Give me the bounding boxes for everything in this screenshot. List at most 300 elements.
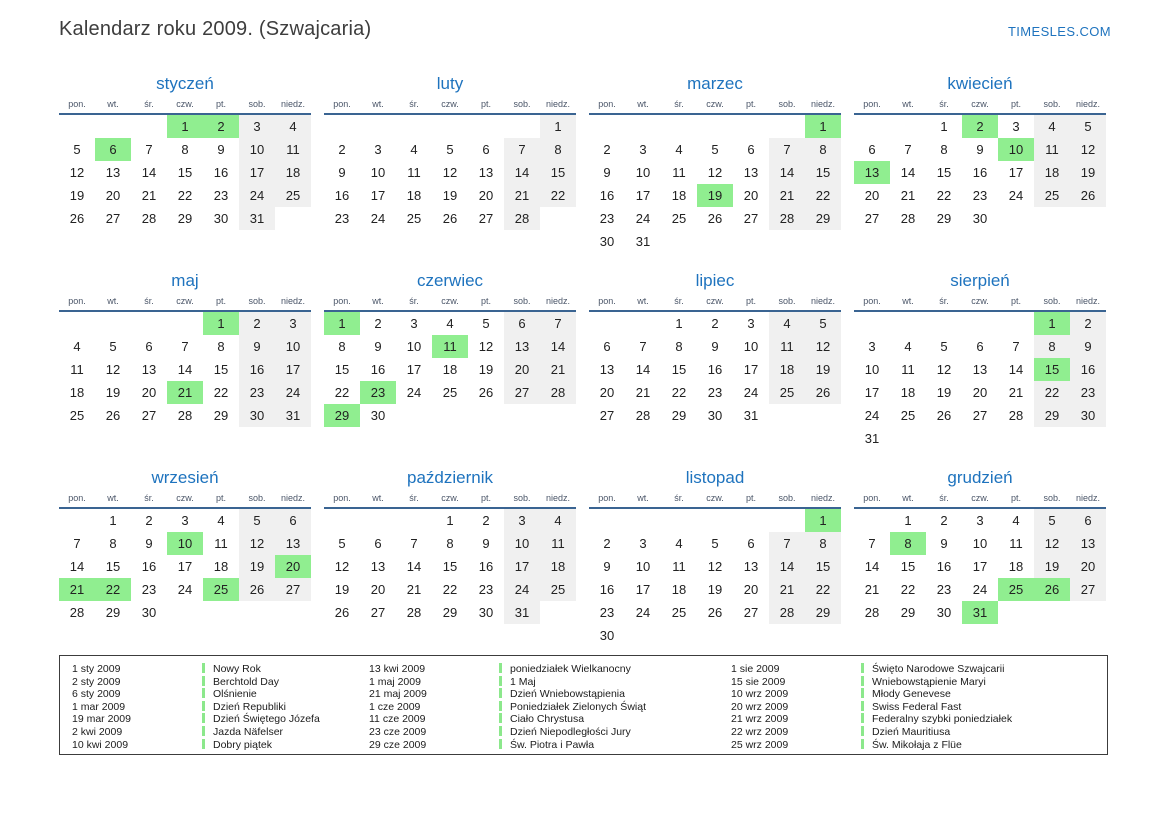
- legend-holiday-name: Święto Narodowe Szwajcarii: [861, 663, 1107, 676]
- weekday-header: wt.: [890, 493, 926, 508]
- holiday-day-cell: 1: [1034, 311, 1070, 335]
- holiday-day-cell: 25: [203, 578, 239, 601]
- holiday-day-cell: 10: [998, 138, 1034, 161]
- holiday-day-cell: 2: [962, 114, 998, 138]
- legend-holiday-name: Poniedziałek Zielonych Świąt: [499, 701, 731, 714]
- day-cell: 5: [711, 142, 719, 157]
- day-cell: 8: [805, 138, 841, 161]
- weekday-header: śr.: [131, 99, 167, 114]
- empty-day-cell: [890, 114, 926, 138]
- day-cell: 22: [936, 188, 952, 203]
- weekday-header: pt.: [203, 296, 239, 311]
- weekday-header: sob.: [769, 493, 805, 508]
- empty-day-cell: [697, 508, 733, 532]
- empty-day-cell: [854, 311, 890, 335]
- day-cell: 8: [805, 532, 841, 555]
- day-cell: 17: [370, 188, 386, 203]
- day-cell: 2: [338, 142, 346, 157]
- day-cell: 23: [239, 381, 275, 404]
- day-cell: 2: [239, 311, 275, 335]
- day-cell: 19: [334, 582, 350, 597]
- weekday-header: śr.: [926, 493, 962, 508]
- day-cell: 30: [707, 408, 723, 423]
- day-cell: 13: [743, 165, 759, 180]
- day-cell: 28: [635, 408, 651, 423]
- weekday-header: pt.: [733, 493, 769, 508]
- day-cell: 9: [482, 536, 490, 551]
- empty-day-cell: [504, 404, 540, 427]
- day-cell: 30: [141, 605, 157, 620]
- day-cell: 12: [936, 362, 952, 377]
- day-cell: 22: [671, 385, 687, 400]
- day-cell: 11: [407, 165, 421, 180]
- empty-day-cell: [275, 601, 311, 624]
- day-cell: 3: [639, 142, 647, 157]
- weekday-header: wt.: [360, 493, 396, 508]
- weekday-header: śr.: [926, 99, 962, 114]
- day-cell: 30: [972, 211, 988, 226]
- day-cell: 21: [540, 358, 576, 381]
- empty-day-cell: [805, 624, 841, 647]
- day-cell: 23: [972, 188, 988, 203]
- day-cell: 17: [972, 559, 988, 574]
- day-cell: 26: [239, 578, 275, 601]
- day-cell: 28: [141, 211, 157, 226]
- day-cell: 15: [105, 559, 121, 574]
- day-cell: 2: [603, 142, 611, 157]
- day-cell: 31: [275, 404, 311, 427]
- weekday-header: śr.: [396, 493, 432, 508]
- empty-day-cell: [733, 114, 769, 138]
- day-cell: 18: [900, 385, 916, 400]
- day-cell: 12: [1034, 532, 1070, 555]
- day-cell: 17: [743, 362, 759, 377]
- day-cell: 7: [868, 536, 876, 551]
- legend-date: 1 maj 2009: [369, 675, 421, 688]
- day-cell: 24: [275, 381, 311, 404]
- weekday-header: pt.: [468, 99, 504, 114]
- legend-holiday-name: poniedziałek Wielkanocny: [499, 663, 731, 676]
- day-cell: 13: [105, 165, 121, 180]
- day-cell: 29: [805, 601, 841, 624]
- weekday-header: sob.: [504, 99, 540, 114]
- site-link[interactable]: TIMESLES.COM: [1007, 24, 1111, 39]
- weekday-header: czw.: [962, 493, 998, 508]
- month-1: [59, 73, 311, 259]
- day-cell: 18: [213, 559, 229, 574]
- legend-date: 22 wrz 2009: [731, 725, 789, 738]
- weekday-header: niedz.: [1070, 99, 1106, 114]
- empty-day-cell: [59, 508, 95, 532]
- weekday-header: pt.: [468, 296, 504, 311]
- holiday-day-cell: 6: [95, 138, 131, 161]
- day-cell: 6: [275, 508, 311, 532]
- day-cell: 25: [900, 408, 916, 423]
- day-cell: 25: [442, 385, 458, 400]
- day-cell: 7: [181, 339, 189, 354]
- weekday-header: wt.: [625, 99, 661, 114]
- weekday-header: pt.: [998, 99, 1034, 114]
- weekday-header: czw.: [167, 296, 203, 311]
- weekday-header: wt.: [625, 296, 661, 311]
- day-cell: 8: [181, 142, 189, 157]
- day-cell: 14: [69, 559, 85, 574]
- day-cell: 11: [1034, 138, 1070, 161]
- day-cell: 22: [213, 385, 229, 400]
- month-table: [324, 99, 576, 230]
- day-cell: 21: [1008, 385, 1024, 400]
- legend-holiday-name: Młody Genevese: [861, 688, 1107, 701]
- holiday-day-cell: 19: [697, 184, 733, 207]
- day-cell: 30: [1070, 404, 1106, 427]
- holiday-day-cell: 2: [203, 114, 239, 138]
- day-cell: 28: [540, 381, 576, 404]
- weekday-header: niedz.: [540, 296, 576, 311]
- day-cell: 23: [936, 582, 952, 597]
- empty-day-cell: [1034, 601, 1070, 624]
- month-table: [59, 493, 311, 624]
- empty-day-cell: [697, 624, 733, 647]
- month-2: [324, 73, 576, 259]
- weekday-header: pon.: [324, 493, 360, 508]
- day-cell: 4: [675, 536, 683, 551]
- day-cell: 23: [707, 385, 723, 400]
- month-7: [589, 270, 841, 456]
- day-cell: 14: [177, 362, 193, 377]
- day-cell: 11: [275, 138, 311, 161]
- day-cell: 17: [177, 559, 193, 574]
- empty-day-cell: [1070, 427, 1106, 450]
- holiday-day-cell: 15: [1034, 358, 1070, 381]
- day-cell: 23: [1070, 381, 1106, 404]
- day-cell: 7: [73, 536, 81, 551]
- day-cell: 27: [972, 408, 988, 423]
- weekday-header: śr.: [661, 296, 697, 311]
- month-title: kwiecień: [947, 74, 1013, 93]
- empty-day-cell: [998, 207, 1034, 230]
- empty-day-cell: [95, 311, 131, 335]
- day-cell: 22: [900, 582, 916, 597]
- day-cell: 15: [213, 362, 229, 377]
- day-cell: 29: [105, 605, 121, 620]
- day-cell: 29: [936, 211, 952, 226]
- empty-day-cell: [890, 311, 926, 335]
- day-cell: 7: [1012, 339, 1020, 354]
- holiday-day-cell: 1: [805, 114, 841, 138]
- holiday-day-cell: 25: [998, 578, 1034, 601]
- day-cell: 6: [747, 536, 755, 551]
- day-cell: 15: [540, 161, 576, 184]
- day-cell: 23: [334, 211, 350, 226]
- day-cell: 15: [334, 362, 350, 377]
- day-cell: 10: [972, 536, 988, 551]
- empty-day-cell: [733, 230, 769, 253]
- day-cell: 26: [105, 408, 121, 423]
- day-cell: 26: [707, 211, 723, 226]
- legend-holiday-name: Dzień Świętego Józefa: [202, 713, 369, 726]
- day-cell: 19: [442, 188, 458, 203]
- day-cell: 2: [1070, 311, 1106, 335]
- weekday-header: pt.: [203, 493, 239, 508]
- empty-day-cell: [1070, 207, 1106, 230]
- day-cell: 5: [482, 316, 490, 331]
- legend-date: 2 kwi 2009: [72, 725, 123, 738]
- empty-day-cell: [625, 311, 661, 335]
- day-cell: 3: [639, 536, 647, 551]
- day-cell: 19: [707, 582, 723, 597]
- day-cell: 6: [747, 142, 755, 157]
- day-cell: 6: [603, 339, 611, 354]
- legend-date: 6 sty 2009: [72, 688, 121, 701]
- day-cell: 31: [504, 601, 540, 624]
- day-cell: 28: [900, 211, 916, 226]
- empty-day-cell: [95, 114, 131, 138]
- day-cell: 30: [599, 628, 615, 643]
- day-cell: 27: [275, 578, 311, 601]
- day-cell: 13: [478, 165, 494, 180]
- day-cell: 4: [769, 311, 805, 335]
- day-cell: 22: [177, 188, 193, 203]
- day-cell: 3: [868, 339, 876, 354]
- day-cell: 3: [504, 508, 540, 532]
- day-cell: 28: [69, 605, 85, 620]
- weekday-header: wt.: [360, 296, 396, 311]
- day-cell: 11: [540, 532, 576, 555]
- weekday-header: czw.: [962, 296, 998, 311]
- legend-date: 1 cze 2009: [369, 700, 421, 713]
- empty-day-cell: [661, 508, 697, 532]
- day-cell: 7: [410, 536, 418, 551]
- day-cell: 4: [217, 513, 225, 528]
- day-cell: 30: [599, 234, 615, 249]
- day-cell: 23: [478, 582, 494, 597]
- weekday-header: pon.: [854, 296, 890, 311]
- day-cell: 27: [599, 408, 615, 423]
- day-cell: 2: [374, 316, 382, 331]
- legend-date: 2 sty 2009: [72, 675, 121, 688]
- day-cell: 19: [1034, 555, 1070, 578]
- day-cell: 23: [141, 582, 157, 597]
- day-cell: 15: [671, 362, 687, 377]
- weekday-header: śr.: [396, 99, 432, 114]
- weekday-header: śr.: [661, 493, 697, 508]
- weekday-header: wt.: [95, 493, 131, 508]
- day-cell: 16: [213, 165, 229, 180]
- day-cell: 5: [711, 536, 719, 551]
- day-cell: 23: [213, 188, 229, 203]
- month-table: [589, 493, 841, 647]
- day-cell: 5: [338, 536, 346, 551]
- holiday-day-cell: 22: [95, 578, 131, 601]
- day-cell: 31: [743, 408, 759, 423]
- empty-day-cell: [589, 114, 625, 138]
- day-cell: 4: [275, 114, 311, 138]
- weekday-header: niedz.: [805, 493, 841, 508]
- empty-day-cell: [360, 114, 396, 138]
- month-9: [59, 467, 311, 653]
- day-cell: 4: [446, 316, 454, 331]
- holiday-day-cell: 8: [890, 532, 926, 555]
- weekday-header: pon.: [324, 296, 360, 311]
- day-cell: 27: [1070, 578, 1106, 601]
- day-cell: 21: [769, 578, 805, 601]
- day-cell: 12: [334, 559, 350, 574]
- month-title: październik: [407, 468, 493, 487]
- day-cell: 18: [69, 385, 85, 400]
- day-cell: 22: [442, 582, 458, 597]
- page-title: Kalendarz roku 2009. (Szwajcaria): [59, 18, 372, 40]
- day-cell: 20: [864, 188, 880, 203]
- empty-day-cell: [962, 427, 998, 450]
- empty-day-cell: [769, 404, 805, 427]
- weekday-header: niedz.: [275, 296, 311, 311]
- weekday-header: sob.: [504, 493, 540, 508]
- day-cell: 10: [635, 165, 651, 180]
- day-cell: 21: [864, 582, 880, 597]
- day-cell: 2: [711, 316, 719, 331]
- legend-holiday-name: Olśnienie: [202, 688, 369, 701]
- day-cell: 11: [214, 536, 228, 551]
- day-cell: 16: [478, 559, 494, 574]
- weekday-header: sob.: [504, 296, 540, 311]
- day-cell: 8: [940, 142, 948, 157]
- day-cell: 24: [239, 184, 275, 207]
- day-cell: 30: [478, 605, 494, 620]
- day-cell: 24: [972, 582, 988, 597]
- empty-day-cell: [998, 601, 1034, 624]
- legend-date: 25 wrz 2009: [731, 738, 789, 751]
- empty-day-cell: [432, 404, 468, 427]
- day-cell: 15: [900, 559, 916, 574]
- day-cell: 3: [181, 513, 189, 528]
- day-cell: 9: [976, 142, 984, 157]
- day-cell: 16: [707, 362, 723, 377]
- day-cell: 5: [109, 339, 117, 354]
- empty-day-cell: [1070, 601, 1106, 624]
- day-cell: 24: [635, 211, 651, 226]
- day-cell: 10: [370, 165, 386, 180]
- weekday-header: pon.: [59, 99, 95, 114]
- holiday-day-cell: 1: [805, 508, 841, 532]
- weekday-header: pon.: [59, 296, 95, 311]
- day-cell: 7: [769, 532, 805, 555]
- day-cell: 13: [504, 335, 540, 358]
- weekday-header: niedz.: [1070, 296, 1106, 311]
- day-cell: 24: [504, 578, 540, 601]
- weekday-header: pon.: [589, 99, 625, 114]
- day-cell: 10: [743, 339, 759, 354]
- empty-day-cell: [59, 311, 95, 335]
- day-cell: 8: [217, 339, 225, 354]
- weekday-header: wt.: [95, 296, 131, 311]
- day-cell: 12: [1070, 138, 1106, 161]
- legend-holiday-name: Dzień Republiki: [202, 701, 369, 714]
- weekday-header: niedz.: [540, 493, 576, 508]
- empty-day-cell: [167, 311, 203, 335]
- legend-holiday-name: Jazda Näfelser: [202, 726, 369, 739]
- empty-day-cell: [468, 114, 504, 138]
- weekday-header: sob.: [769, 99, 805, 114]
- day-cell: 4: [675, 142, 683, 157]
- day-cell: 9: [217, 142, 225, 157]
- empty-day-cell: [324, 508, 360, 532]
- day-cell: 10: [864, 362, 880, 377]
- day-cell: 10: [635, 559, 651, 574]
- month-table: [589, 296, 841, 427]
- day-cell: 6: [374, 536, 382, 551]
- weekday-header: czw.: [432, 296, 468, 311]
- day-cell: 5: [805, 311, 841, 335]
- weekday-header: pon.: [589, 296, 625, 311]
- empty-day-cell: [661, 624, 697, 647]
- day-cell: 27: [504, 381, 540, 404]
- weekday-header: pon.: [589, 493, 625, 508]
- day-cell: 8: [1034, 335, 1070, 358]
- day-cell: 20: [141, 385, 157, 400]
- day-cell: 25: [275, 184, 311, 207]
- day-cell: 25: [69, 408, 85, 423]
- day-cell: 26: [936, 408, 952, 423]
- weekday-header: wt.: [360, 99, 396, 114]
- day-cell: 6: [976, 339, 984, 354]
- day-cell: 25: [1034, 184, 1070, 207]
- empty-day-cell: [697, 114, 733, 138]
- day-cell: 16: [1070, 358, 1106, 381]
- day-cell: 27: [743, 605, 759, 620]
- weekday-header: sob.: [1034, 296, 1070, 311]
- day-cell: 28: [1008, 408, 1024, 423]
- day-cell: 4: [1012, 513, 1020, 528]
- empty-day-cell: [324, 114, 360, 138]
- day-cell: 27: [370, 605, 386, 620]
- day-cell: 20: [972, 385, 988, 400]
- day-cell: 10: [239, 138, 275, 161]
- day-cell: 9: [940, 536, 948, 551]
- day-cell: 29: [442, 605, 458, 620]
- legend-date: 1 sie 2009: [731, 663, 780, 675]
- holiday-day-cell: 10: [167, 532, 203, 555]
- day-cell: 25: [769, 381, 805, 404]
- day-cell: 16: [370, 362, 386, 377]
- weekday-header: pon.: [324, 99, 360, 114]
- day-cell: 31: [239, 207, 275, 230]
- weekday-header: czw.: [432, 493, 468, 508]
- day-cell: 13: [972, 362, 988, 377]
- day-cell: 11: [1009, 536, 1023, 551]
- empty-day-cell: [396, 404, 432, 427]
- day-cell: 19: [805, 358, 841, 381]
- day-cell: 5: [446, 142, 454, 157]
- weekday-header: pt.: [998, 296, 1034, 311]
- day-cell: 13: [1070, 532, 1106, 555]
- day-cell: 1: [540, 114, 576, 138]
- day-cell: 8: [540, 138, 576, 161]
- legend-group-3: [731, 663, 1107, 754]
- weekday-header: pt.: [733, 296, 769, 311]
- day-cell: 21: [900, 188, 916, 203]
- day-cell: 30: [239, 404, 275, 427]
- day-cell: 23: [599, 211, 615, 226]
- day-cell: 5: [1034, 508, 1070, 532]
- weekday-header: czw.: [167, 99, 203, 114]
- day-cell: 21: [406, 582, 422, 597]
- day-cell: 8: [338, 339, 346, 354]
- empty-day-cell: [733, 624, 769, 647]
- holiday-day-cell: 21: [59, 578, 95, 601]
- day-cell: 13: [743, 559, 759, 574]
- day-cell: 22: [334, 385, 350, 400]
- day-cell: 23: [599, 605, 615, 620]
